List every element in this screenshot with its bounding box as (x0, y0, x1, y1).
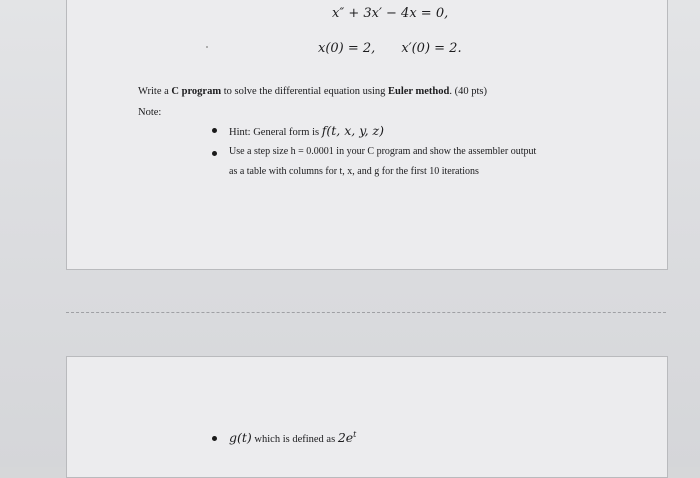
initial-condition-x: x(0) = 2, (318, 41, 376, 56)
hint1-formula: f(t, x, y, z) (321, 123, 385, 138)
speck (206, 46, 208, 48)
question-prompt (138, 86, 487, 97)
g-text: which is defined as (251, 434, 338, 446)
bullet-icon (212, 151, 217, 156)
g-base: 2e (337, 430, 354, 446)
hint1-text: Hint: General form is (229, 127, 322, 138)
prompt-points: . (40 pts) (449, 86, 487, 97)
hint-general-form (229, 123, 384, 138)
prompt-mid: to solve the differential equation using (221, 86, 388, 97)
answer-box (66, 356, 668, 478)
g-exponent: t (353, 430, 357, 439)
note-label: Note: (138, 107, 162, 118)
g-formula: g(t) (229, 430, 252, 446)
hint-step-size-line1: Use a step size h = 0.0001 in your C program and show the assembler output (229, 146, 537, 157)
hint-step-size-line2: as a table with columns for t, x, and g for the first 10 iterations (229, 166, 479, 177)
bullet-icon (212, 128, 217, 133)
g-value (338, 430, 357, 445)
prompt-method: Euler method (388, 86, 450, 97)
initial-conditions (318, 41, 462, 56)
initial-condition-xprime: x′(0) = 2. (401, 41, 462, 56)
bullet-icon (212, 436, 217, 441)
prompt-language: C program (171, 86, 222, 97)
dashed-divider (66, 312, 666, 313)
prompt-pre: Write a (138, 86, 172, 97)
ode-equation: x″ + 3x′ − 4x = 0, (332, 6, 449, 21)
g-definition (229, 430, 356, 445)
